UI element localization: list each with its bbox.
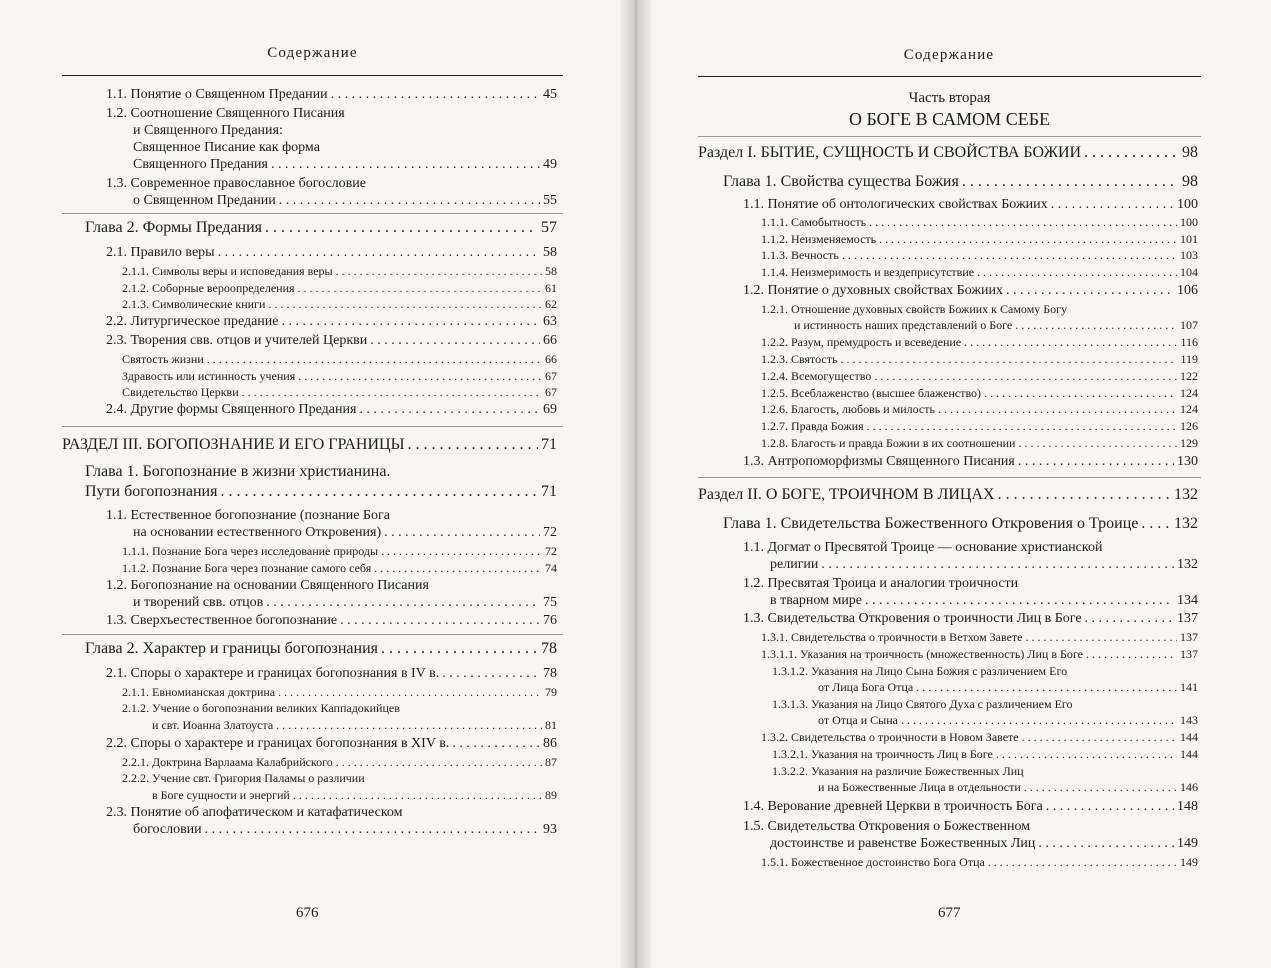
toc-entry: 1.1. Естественное богопознание (познание Бога <box>106 508 390 523</box>
toc-subentry: 2.1.2. Учение о богопознании великих Каппадокийцев <box>122 701 400 715</box>
right-page <box>646 0 1271 968</box>
toc-chapter: Глава 1. Свидетельства Божественного Откровения о Троице . . . 132 <box>723 515 1198 533</box>
toc-subentry-continued: в Боге сущности и энергий . . . 89 <box>152 788 557 803</box>
toc-chapter: Глава 2. Формы Предания . . . 57 <box>85 219 557 237</box>
toc-entry: 1.3. Свидетельства Откровения о троичности Лиц в Боге . . . 137 <box>743 611 1198 627</box>
page-number: 676 <box>296 905 319 921</box>
toc-entry-continued: Священное Писание как форма <box>133 140 320 155</box>
toc-subentry: 1.1.1. Познание Бога через исследование природы . . . 72 <box>122 544 557 559</box>
toc-entry: 1.5. Свидетельства Откровения о Божественном <box>743 819 1031 834</box>
toc-entry: 1.2. Пресвятая Троица и аналогии троичности <box>743 576 1019 591</box>
toc-subentry: 1.1.3. Вечность . . . 103 <box>761 248 1198 263</box>
toc-entry-continued: достоинстве и равенстве Божественных Лиц . . . 149 <box>770 836 1198 852</box>
toc-subentry: 1.1.4. Неизмеримость и вездеприсутствие . . . 104 <box>761 265 1198 280</box>
separator <box>698 477 1201 478</box>
toc-entry-continued: о Священном Предании . . . 55 <box>133 193 557 209</box>
toc-subentry: 1.3.2. Свидетельства о троичности в Новом Завете . . . 144 <box>761 730 1198 745</box>
toc-subentry: Здравость или истинность учения . . . 67 <box>122 369 557 384</box>
running-header: Содержание <box>903 47 995 63</box>
toc-subsubentry: 1.3.1.3. Указания на Лицо Святого Духа с различением Его <box>772 697 1073 711</box>
toc-chapter: Глава 2. Характер и границы богопознания . . . 78 <box>85 640 557 658</box>
toc-subsubentry: 1.3.2.2. Указания на различие Божественных Лиц <box>772 764 1024 778</box>
toc-subentry: 1.2.2. Разум, премудрость и всеведение . . . 116 <box>761 335 1198 350</box>
toc-subentry: 2.1.2. Соборные вероопределения . . . 61 <box>122 281 557 296</box>
toc-entry-continued: религии . . . 132 <box>770 557 1198 573</box>
header-rule <box>62 75 563 76</box>
separator <box>698 136 1201 137</box>
toc-subentry: 1.2.4. Всемогущество . . . 122 <box>761 369 1198 384</box>
separator <box>62 213 563 214</box>
book-gutter <box>620 0 652 968</box>
toc-entry: 2.1. Правило веры . . . 58 <box>106 245 557 261</box>
toc-section: Раздел II. О БОГЕ, ТРОИЧНОМ В ЛИЦАХ . . . 132 <box>698 486 1198 504</box>
toc-entry-continued: и творений свв. отцов . . . 75 <box>133 595 557 611</box>
toc-entry-continued: Священного Предания . . . 49 <box>133 157 557 173</box>
toc-subentry-continued: и истинность наших представлений о Боге . . . 107 <box>794 318 1198 333</box>
toc-subentry: 1.1.1. Самобытность . . . 100 <box>761 215 1198 230</box>
toc-entry: 1.1. Понятие об онтологических свойствах Божиих . . . 100 <box>743 197 1198 213</box>
header-rule <box>698 76 1201 77</box>
toc-entry: 2.3. Понятие об апофатическом и катафатическом <box>106 805 403 820</box>
separator <box>62 634 563 635</box>
toc-chapter-continued: Пути богопознания . . . 71 <box>85 483 557 501</box>
toc-entry: 2.2. Литургическое предание . . . 63 <box>106 314 557 330</box>
toc-section: РАЗДЕЛ III. БОГОПОЗНАНИЕ И ЕГО ГРАНИЦЫ . . . 71 <box>62 436 557 454</box>
toc-entry: 1.2. Богопознание на основании Священного Писания <box>106 578 429 593</box>
toc-entry-continued: и Священного Предания: <box>133 123 283 138</box>
toc-entry: 1.2. Соотношение Священного Писания <box>106 106 345 121</box>
toc-entry: 1.3. Сверхъестественное богопознание . . . 76 <box>106 613 557 629</box>
toc-entry: 2.3. Творения свв. отцов и учителей Церкви . . . 66 <box>106 333 557 349</box>
toc-subentry: 1.2.7. Правда Божия . . . 126 <box>761 419 1198 434</box>
toc-subentry: 1.5.1. Божественное достоинство Бога Отца . . . 149 <box>761 855 1198 870</box>
toc-entry: 2.4. Другие формы Священного Предания . . . 69 <box>106 402 557 418</box>
toc-subentry: 1.3.1. Свидетельства о троичности в Ветхом Завете . . . 137 <box>761 630 1198 645</box>
toc-subentry: 1.2.8. Благость и правда Божии в их соотношении . . . 129 <box>761 436 1198 451</box>
toc-entry: 2.2. Споры о характере и границах богопознания в XIV в. . . . 86 <box>106 736 557 752</box>
toc-subentry: 1.2.3. Святость . . . 119 <box>761 352 1198 367</box>
toc-subentry: 2.1.1. Евномианская доктрина . . . 79 <box>122 685 557 700</box>
toc-subentry: Святость жизни . . . 66 <box>122 352 557 367</box>
toc-subentry: 1.1.2. Неизменяемость . . . 101 <box>761 232 1198 247</box>
toc-subsubentry-continued: от Лица Бога Отца . . . 141 <box>818 680 1198 695</box>
toc-subentry: 1.2.5. Всеблаженство (высшее блаженство) . . . 124 <box>761 386 1198 401</box>
toc-subentry: 2.2.1. Доктрина Варлаама Калабрийского . . . 87 <box>122 755 557 770</box>
toc-entry-continued: в тварном мире . . . 134 <box>770 593 1198 609</box>
toc-subentry: 2.1.1. Символы веры и исповедания веры . . . 58 <box>122 264 557 279</box>
toc-subsubentry: 1.3.1.2. Указания на Лицо Сына Божия с различением Его <box>772 664 1068 678</box>
toc-subentry: 2.2.2. Учение свт. Григория Паламы о различии <box>122 771 365 785</box>
toc-entry-continued: богословии . . . 93 <box>133 822 557 838</box>
toc-entry: 1.1. Догмат о Пресвятой Троице — основание христианской <box>743 540 1103 555</box>
toc-subentry: 1.3.1.1. Указания на троичность (множественность) Лиц в Боге . . . 137 <box>761 647 1198 662</box>
toc-entry: 1.4. Верование древней Церкви в троичность Бога . . . 148 <box>743 799 1198 815</box>
toc-subentry: Свидетельство Церкви . . . 67 <box>122 385 557 400</box>
toc-entry: 2.1. Споры о характере и границах богопознания в IV в. . . . 78 <box>106 666 557 682</box>
toc-entry: 1.1. Понятие о Священном Предании . . . 45 <box>106 87 557 103</box>
toc-subentry: 1.2.1. Отношение духовных свойств Божиих к Самому Богу <box>761 302 1068 316</box>
running-header: Содержание <box>267 45 358 61</box>
toc-subentry: 1.2.6. Благость, любовь и милость . . . 124 <box>761 402 1198 417</box>
toc-subentry: 1.1.2. Познание Бога через познание самого себя . . . 74 <box>122 561 557 576</box>
part-title: О БОГЕ В САМОМ СЕБЕ <box>848 109 1051 129</box>
toc-subentry: 2.1.3. Символические книги . . . 62 <box>122 297 557 312</box>
page-number: 677 <box>938 905 961 921</box>
toc-section: Раздел I. БЫТИЕ, СУЩНОСТЬ И СВОЙСТВА БОЖИИ . . . 98 <box>698 144 1198 162</box>
toc-chapter: Глава 1. Свойства существа Божия . . . 98 <box>723 173 1198 191</box>
toc-chapter: Глава 1. Богопознание в жизни христианина. <box>85 463 391 480</box>
toc-subsubentry: 1.3.2.1. Указания на троичность Лиц в Боге . . . 144 <box>772 747 1198 762</box>
part-label: Часть вторая <box>908 90 991 106</box>
toc-entry: 1.3. Современное православное богословие <box>106 176 366 191</box>
left-page <box>0 0 626 968</box>
toc-entry-continued: на основании естественного Откровения) . . . 72 <box>133 525 557 541</box>
toc-subsubentry-continued: и на Божественные Лица в отдельности . . . 146 <box>818 780 1198 795</box>
toc-subsubentry-continued: от Отца и Сына . . . 143 <box>818 713 1198 728</box>
toc-entry: 1.2. Понятие о духовных свойствах Божиих . . . 106 <box>743 283 1198 299</box>
separator <box>62 426 563 427</box>
toc-entry: 1.3. Антропоморфизмы Священного Писания . . . 130 <box>743 454 1198 470</box>
toc-subentry-continued: и свт. Иоанна Златоуста . . . 81 <box>152 718 557 733</box>
